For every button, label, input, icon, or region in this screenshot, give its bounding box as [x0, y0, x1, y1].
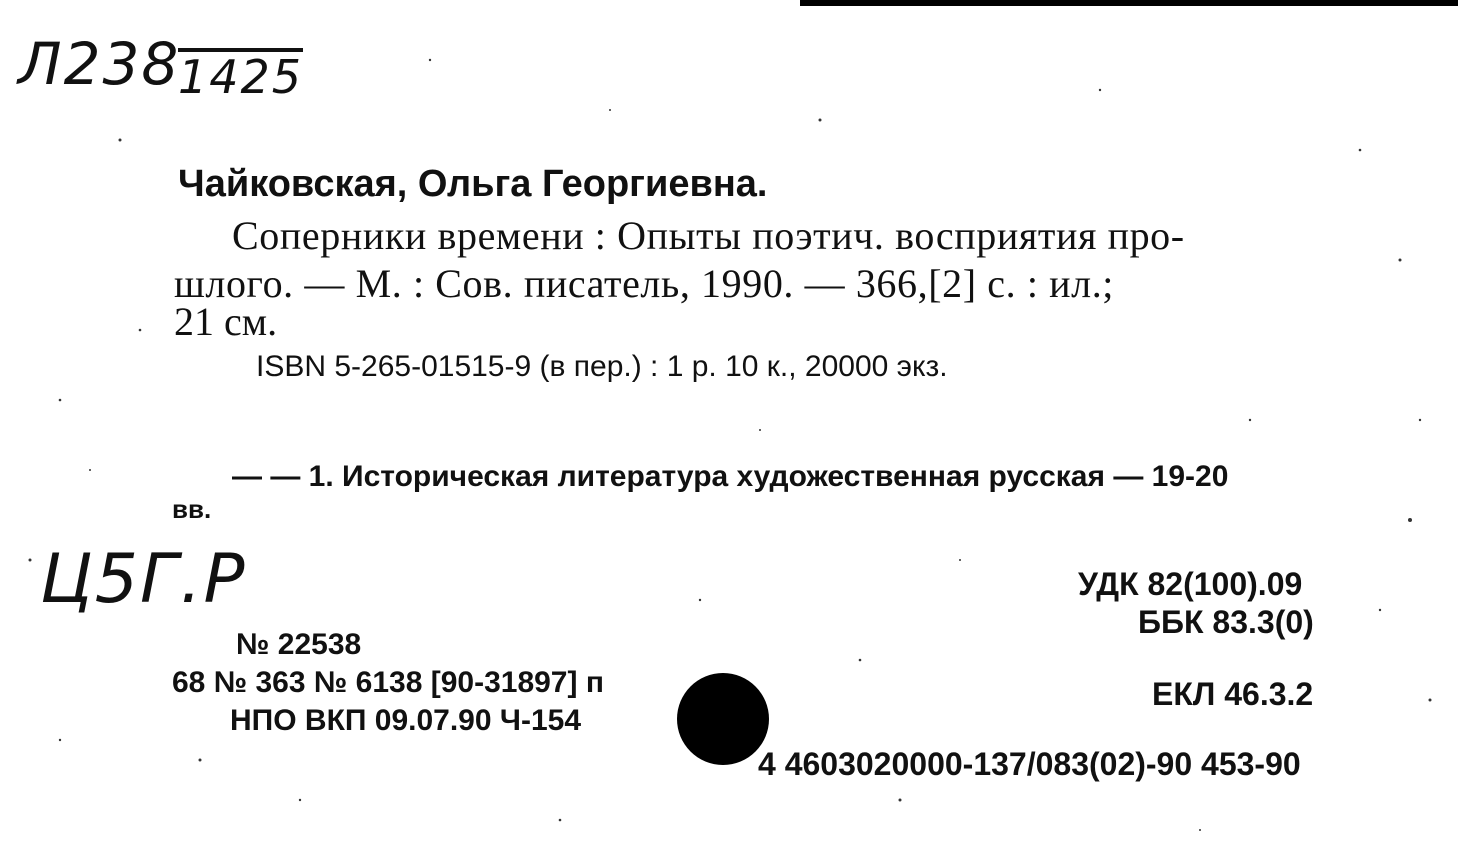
title-line-3: 21 см. [174, 299, 278, 344]
subject-line-1: — — 1. Историческая литература художественная русская — 19-20 [232, 460, 1229, 493]
ekl-code: ЕКЛ 46.3.2 [1152, 676, 1314, 712]
print-info-line-1: № 22538 [236, 628, 362, 661]
isbn-line: ISBN 5-265-01515-9 (в пер.) : 1 р. 10 к., 20000 экз. [256, 350, 948, 383]
title-line-1: Соперники времени : Опыты поэтич. восприятия про- [232, 213, 1185, 258]
handwritten-shelf-mark: Ц5Г.Р [40, 540, 247, 619]
udk-code: УДК 82(100).09 [1078, 566, 1303, 602]
call-number-number: 1425 [178, 50, 304, 104]
call-number-prefix: Л238 [18, 30, 181, 98]
bbk-code: ББК 83.3(0) [1138, 604, 1314, 640]
call-number-fraction [178, 48, 303, 103]
title-line-2: шлого. — М. : Сов. писатель, 1990. — 366,[2] с. : ил.; [174, 261, 1115, 306]
subject-line-2: вв. [172, 494, 212, 524]
print-info-line-3: НПО ВКП 09.07.90 Ч-154 [230, 704, 582, 737]
author-heading: Чайковская, Ольга Георгиевна. [178, 163, 768, 205]
code-line: 4 4603020000-137/083(02)-90 453-90 [758, 746, 1301, 782]
handwritten-call-number [18, 30, 180, 98]
print-info-line-2: 68 № 363 № 6138 [90-31897] п [172, 666, 604, 699]
punch-hole [677, 673, 769, 765]
